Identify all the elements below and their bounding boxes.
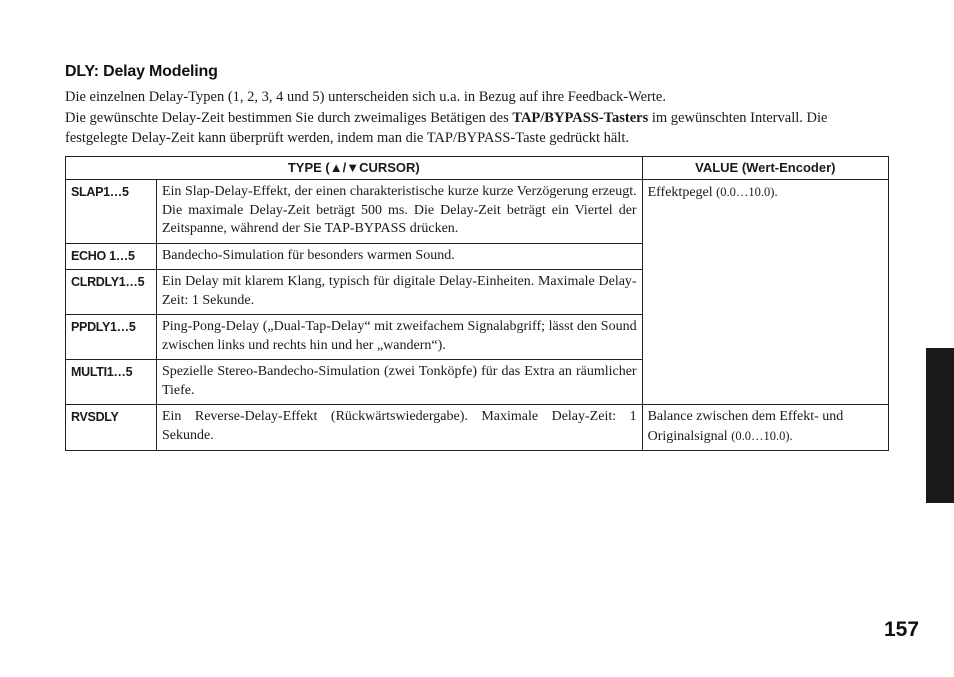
chapter-tab-marker	[926, 348, 954, 503]
section-title: DLY: Delay Modeling	[65, 63, 218, 80]
intro-text	[65, 87, 890, 149]
type-name-echo: ECHO 1…5	[66, 243, 157, 270]
intro-paragraph-2	[65, 108, 890, 149]
type-description-echo: Bandecho-Simulation für besonders warmen Sound.	[156, 243, 642, 270]
type-name-rvsdly: RVSDLY	[66, 405, 157, 451]
header-type: TYPE (▲/▼CURSOR)	[66, 157, 643, 180]
type-name-clrdly: CLRDLY1…5	[66, 270, 157, 315]
type-name-multi: MULTI1…5	[66, 360, 157, 405]
type-description-ppdly: Ping-Pong-Delay („Dual-Tap-Delay“ mit zweifachem Signalabgriff; lässt den Sound zwischen links und rechts hin und her „wandern“).	[156, 315, 642, 360]
intro-text-after: im gewünschten Intervall. Die festgelegte Delay-Zeit kann überprüft werden, indem man die TAP/BYPASS-Taste gedrückt hält.	[65, 109, 828, 146]
table-row	[66, 180, 889, 244]
intro-paragraph-1: Die einzelnen Delay-Typen (1, 2, 3, 4 und 5) unterscheiden sich u.a. in Bezug auf ihre Feedback-Werte.	[65, 89, 666, 105]
table-row	[66, 405, 889, 451]
value-balance-label: Balance zwischen dem Effekt- und Originalsignal	[647, 409, 844, 444]
table-header-row	[66, 157, 889, 180]
tap-bypass-emphasis: TAP/BYPASS-Tasters	[512, 109, 649, 126]
value-effect-label: Effektpegel	[647, 185, 717, 200]
type-name-ppdly: PPDLY1…5	[66, 315, 157, 360]
type-description-slap: Ein Slap-Delay-Effekt, der einen charakteristische kurze kurze Verzögerung erzeugt. Die maximale Delay-Zeit beträgt 500 ms. Die Delay-Zeit beträgt ein Viertel der Zeitspanne, während der Sie TAP-BYPASS drücken.	[156, 180, 642, 244]
type-name-slap: SLAP1…5	[66, 180, 157, 244]
page-number: 157	[884, 618, 920, 641]
value-effect-level	[642, 180, 888, 405]
type-description-rvsdly: Ein Reverse-Delay-Effekt (Rückwärtswiedergabe). Maximale Delay-Zeit: 1 Sekunde.	[156, 405, 642, 451]
value-effect-range: (0.0…10.0).	[716, 185, 778, 199]
header-value: VALUE (Wert-Encoder)	[642, 157, 888, 180]
value-balance	[642, 405, 888, 451]
delay-type-table	[65, 156, 889, 451]
intro-text-before: Die gewünschte Delay-Zeit bestimmen Sie durch zweimaliges Betätigen des	[65, 109, 513, 126]
type-description-multi: Spezielle Stereo-Bandecho-Simulation (zwei Tonköpfe) für das Extra an räumlicher Tiefe.	[156, 360, 642, 405]
type-description-clrdly: Ein Delay mit klarem Klang, typisch für digitale Delay-Einheiten. Maximale Delay-Zeit: 1 Sekunde.	[156, 270, 642, 315]
value-balance-range: (0.0…10.0).	[731, 428, 793, 443]
